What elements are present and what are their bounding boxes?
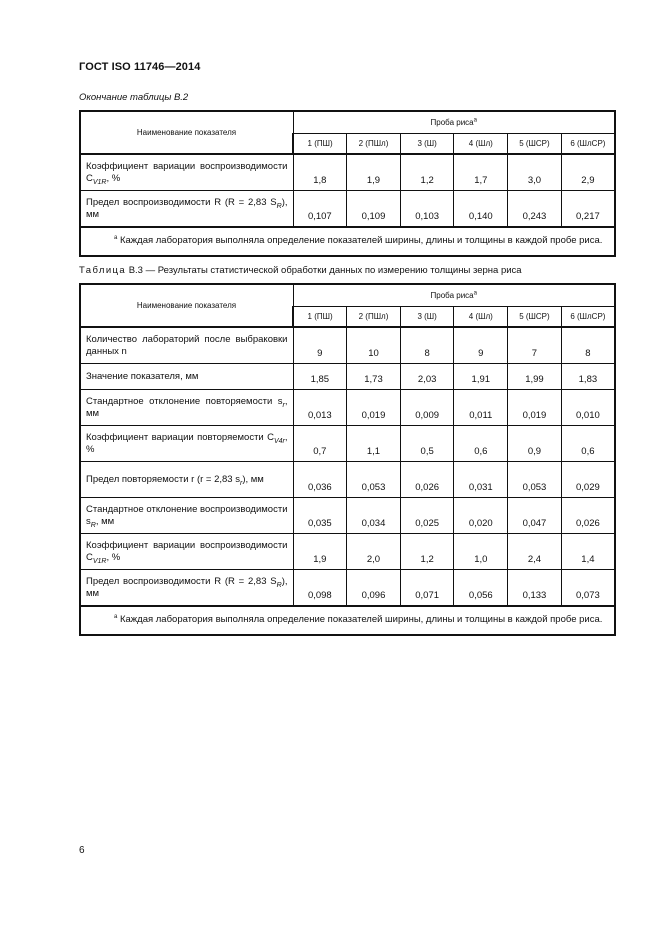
table-b3-col-name-header: Наименование показателя bbox=[80, 284, 293, 327]
cell-value: 0,029 bbox=[561, 462, 615, 498]
table-b3-caption: Таблица В.3 — Результаты статистической обработки данных по измерению толщины зерна риса bbox=[79, 265, 522, 276]
cell-value: 1,2 bbox=[400, 154, 454, 191]
cell-value: 8 bbox=[561, 327, 615, 364]
row-label: Коэффициент вариации повторяемости $C_{V4r}$, % bbox=[80, 426, 293, 462]
cell-value: 0,034 bbox=[347, 498, 401, 534]
sample-header-1: 1 (ПШ) bbox=[293, 134, 347, 155]
cell-value: 3,0 bbox=[508, 154, 562, 191]
sample-header-1: 1 (ПШ) bbox=[293, 307, 347, 328]
sample-header-3: 3 (Ш) bbox=[400, 307, 454, 328]
cell-value: 1,73 bbox=[347, 364, 401, 390]
table-row bbox=[80, 327, 615, 364]
table-row bbox=[80, 154, 615, 191]
row-label: Количество лабораторий после выбраковки данных n bbox=[80, 327, 293, 364]
cell-value: 0,7 bbox=[293, 426, 347, 462]
row-label: Значение показателя, мм bbox=[80, 364, 293, 390]
cell-value: 0,047 bbox=[508, 498, 562, 534]
table-b2-col-name-header: Наименование показателя bbox=[80, 111, 293, 154]
cell-value: 0,025 bbox=[400, 498, 454, 534]
table-b3-footnote: $^a$ Каждая лаборатория выполняла определение показателей ширины, длины и толщины в каждой пробе риса. bbox=[80, 606, 615, 635]
cell-value: 0,109 bbox=[347, 191, 401, 228]
cell-value: 0,103 bbox=[400, 191, 454, 228]
cell-value: 0,096 bbox=[347, 570, 401, 607]
cell-value: 0,013 bbox=[293, 390, 347, 426]
cell-value: 0,011 bbox=[454, 390, 508, 426]
sample-header-2: 2 (ПШл) bbox=[347, 134, 401, 155]
cell-value: 0,098 bbox=[293, 570, 347, 607]
row-label: Стандартное отклонение воспроизводимости $s_R$, мм bbox=[80, 498, 293, 534]
cell-value: 1,1 bbox=[347, 426, 401, 462]
cell-value: 1,9 bbox=[347, 154, 401, 191]
table-row bbox=[80, 364, 615, 390]
cell-value: 1,9 bbox=[293, 534, 347, 570]
table-b2-footnote: $^a$ Каждая лаборатория выполняла определение показателей ширины, длины и толщины в каждой пробе риса. bbox=[80, 227, 615, 256]
cell-value: 0,243 bbox=[508, 191, 562, 228]
table-row bbox=[80, 426, 615, 462]
row-label: Предел воспроизводимости R (R = 2,83 $S_R$), мм bbox=[80, 570, 293, 607]
page-number: 6 bbox=[79, 845, 85, 856]
cell-value: 0,035 bbox=[293, 498, 347, 534]
cell-value: 0,140 bbox=[454, 191, 508, 228]
table-row bbox=[80, 390, 615, 426]
row-label: Коэффициент вариации воспроизводимости $C_{V1R}$, % bbox=[80, 154, 293, 191]
table-b2-caption: Окончание таблицы В.2 bbox=[79, 92, 189, 103]
cell-value: 0,019 bbox=[347, 390, 401, 426]
cell-value: 1,85 bbox=[293, 364, 347, 390]
row-label: Стандартное отклонение повторяемости $s_r$, мм bbox=[80, 390, 293, 426]
cell-value: 0,9 bbox=[508, 426, 562, 462]
cell-value: 0,026 bbox=[561, 498, 615, 534]
sample-header-6: 6 (ШлСР) bbox=[561, 307, 615, 328]
sample-header-4: 4 (Шл) bbox=[454, 134, 508, 155]
cell-value: 0,6 bbox=[454, 426, 508, 462]
cell-value: 0,009 bbox=[400, 390, 454, 426]
sample-header-5: 5 (ШСР) bbox=[508, 307, 562, 328]
sample-header-5: 5 (ШСР) bbox=[508, 134, 562, 155]
cell-value: 9 bbox=[454, 327, 508, 364]
document-header: ГОСТ ISO 11746—2014 bbox=[79, 61, 201, 73]
cell-value: 7 bbox=[508, 327, 562, 364]
sample-header-3: 3 (Ш) bbox=[400, 134, 454, 155]
cell-value: 8 bbox=[400, 327, 454, 364]
row-label: Коэффициент вариации воспроизводимости $C_{V1R}$, % bbox=[80, 534, 293, 570]
cell-value: 2,9 bbox=[561, 154, 615, 191]
cell-value: 1,2 bbox=[400, 534, 454, 570]
cell-value: 0,036 bbox=[293, 462, 347, 498]
table-b2 bbox=[79, 110, 616, 257]
cell-value: 0,071 bbox=[400, 570, 454, 607]
table-row bbox=[80, 191, 615, 228]
cell-value: 0,107 bbox=[293, 191, 347, 228]
cell-value: 1,4 bbox=[561, 534, 615, 570]
sample-header-6: 6 (ШлСР) bbox=[561, 134, 615, 155]
cell-value: 2,4 bbox=[508, 534, 562, 570]
cell-value: 0,217 bbox=[561, 191, 615, 228]
cell-value: 9 bbox=[293, 327, 347, 364]
cell-value: 2,0 bbox=[347, 534, 401, 570]
cell-value: 0,010 bbox=[561, 390, 615, 426]
cell-value: 1,83 bbox=[561, 364, 615, 390]
cell-value: 1,8 bbox=[293, 154, 347, 191]
cell-value: 10 bbox=[347, 327, 401, 364]
table-row bbox=[80, 534, 615, 570]
table-row bbox=[80, 498, 615, 534]
cell-value: 1,99 bbox=[508, 364, 562, 390]
cell-value: 0,053 bbox=[347, 462, 401, 498]
cell-value: 0,6 bbox=[561, 426, 615, 462]
cell-value: 0,026 bbox=[400, 462, 454, 498]
table-b3-group-header: Проба риса$^a$ bbox=[293, 284, 615, 307]
cell-value: 1,91 bbox=[454, 364, 508, 390]
sample-header-2: 2 (ПШл) bbox=[347, 307, 401, 328]
cell-value: 0,031 bbox=[454, 462, 508, 498]
cell-value: 0,133 bbox=[508, 570, 562, 607]
table-row bbox=[80, 462, 615, 498]
sample-header-4: 4 (Шл) bbox=[454, 307, 508, 328]
cell-value: 1,7 bbox=[454, 154, 508, 191]
table-b2-group-header: Проба риса$^a$ bbox=[293, 111, 615, 134]
cell-value: 0,5 bbox=[400, 426, 454, 462]
cell-value: 2,03 bbox=[400, 364, 454, 390]
table-b3 bbox=[79, 283, 616, 636]
cell-value: 0,073 bbox=[561, 570, 615, 607]
cell-value: 1,0 bbox=[454, 534, 508, 570]
table-row bbox=[80, 570, 615, 607]
cell-value: 0,020 bbox=[454, 498, 508, 534]
cell-value: 0,053 bbox=[508, 462, 562, 498]
row-label: Предел воспроизводимости R (R = 2,83 $S_R$), мм bbox=[80, 191, 293, 228]
cell-value: 0,056 bbox=[454, 570, 508, 607]
cell-value: 0,019 bbox=[508, 390, 562, 426]
row-label: Предел повторяемости r (r = 2,83 $s_r$), мм bbox=[80, 462, 293, 498]
